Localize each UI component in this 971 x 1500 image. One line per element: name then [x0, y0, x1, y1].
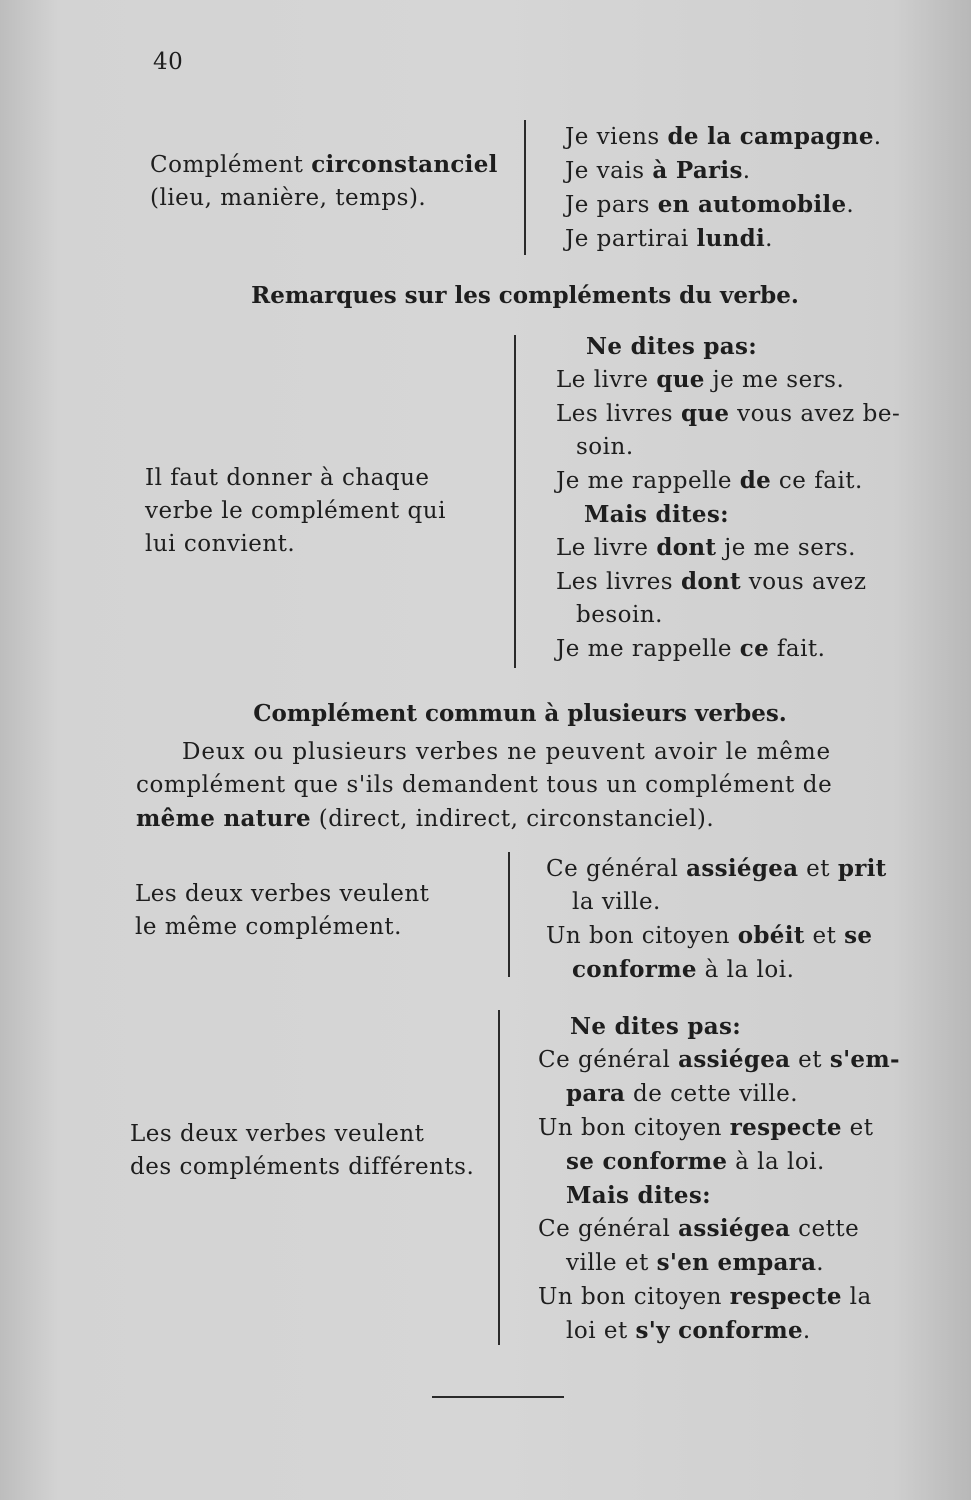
paragraph-line2: complément que s'ils demandent tous un complément de — [136, 772, 833, 798]
example-line: Je me rappelle ce fait. — [556, 635, 826, 662]
section1-left-line2: (lieu, manière, temps). — [150, 185, 427, 211]
column-divider — [524, 120, 526, 255]
mais-dites-label: Mais dites: — [566, 1182, 711, 1209]
example-line: Les livres dont vous avez — [556, 568, 867, 595]
section4-left-line1: Les deux verbes veulent — [130, 1121, 425, 1147]
example-line: besoin. — [576, 602, 663, 628]
example-line: Le livre dont je me sers. — [556, 534, 856, 561]
heading-complement-commun: Complément commun à plusieurs verbes. — [253, 700, 787, 727]
wrong-example-line: Je me rappelle de ce fait. — [556, 467, 863, 494]
wrong-example-line: Un bon citoyen respecte et — [538, 1114, 874, 1141]
example-line: Je pars en automobile. — [565, 191, 855, 218]
column-divider — [508, 852, 510, 977]
example-line: loi et s'y conforme. — [566, 1317, 811, 1344]
wrong-example-line: para de cette ville. — [566, 1080, 799, 1107]
wrong-example-line: soin. — [576, 434, 634, 460]
end-rule — [432, 1396, 564, 1398]
example-line: Ce général assiégea cette — [538, 1215, 860, 1242]
section3-left-line2: le même complément. — [135, 914, 402, 940]
section2-left-line1: Il faut donner à chaque — [145, 465, 430, 491]
example-line: Ce général assiégea et prit — [546, 855, 887, 882]
section1-right — [565, 120, 882, 256]
example-line: Je partirai lundi. — [565, 225, 773, 252]
section3-right — [546, 852, 887, 987]
section4-left-line2: des compléments différents. — [130, 1154, 475, 1180]
example-line: Je vais à Paris. — [565, 157, 751, 184]
section4-left — [130, 1118, 474, 1184]
section3-left-line1: Les deux verbes veulent — [135, 881, 430, 907]
ne-dites-pas-label: Ne dites pas: — [586, 333, 758, 360]
wrong-example-line: Le livre que je me sers. — [556, 366, 845, 393]
example-line: la ville. — [572, 889, 661, 915]
page-number: 40 — [153, 49, 184, 75]
section1-left — [150, 148, 498, 215]
section2-left — [145, 462, 446, 561]
paragraph-line1: Deux ou plusieurs verbes ne peuvent avoir le même — [182, 739, 832, 765]
example-line: Un bon citoyen respecte la — [538, 1283, 872, 1310]
example-line: Un bon citoyen obéit et se — [546, 922, 873, 949]
section2-right — [556, 330, 900, 666]
section2-left-line2: verbe le complément qui — [145, 498, 446, 524]
column-divider — [514, 335, 516, 668]
example-line: conforme à la loi. — [572, 956, 795, 983]
wrong-example-line: Les livres que vous avez be- — [556, 400, 901, 427]
section2-left-line3: lui convient. — [145, 531, 296, 557]
ne-dites-pas-label: Ne dites pas: — [570, 1013, 742, 1040]
section1-left-line1: Complément circonstanciel — [150, 151, 498, 178]
example-line: Je viens de la campagne. — [565, 123, 882, 150]
section3-left — [135, 878, 429, 944]
example-line: ville et s'en empara. — [566, 1249, 825, 1276]
wrong-example-line: Ce général assiégea et s'em- — [538, 1046, 900, 1073]
wrong-example-line: se conforme à la loi. — [566, 1148, 825, 1175]
heading-remarques: Remarques sur les compléments du verbe. — [251, 282, 799, 309]
section4-right — [538, 1010, 900, 1348]
rule-paragraph — [136, 736, 896, 836]
column-divider — [498, 1010, 500, 1345]
paragraph-line3: même nature (direct, indirect, circonstanciel). — [136, 805, 715, 832]
mais-dites-label: Mais dites: — [584, 501, 729, 528]
